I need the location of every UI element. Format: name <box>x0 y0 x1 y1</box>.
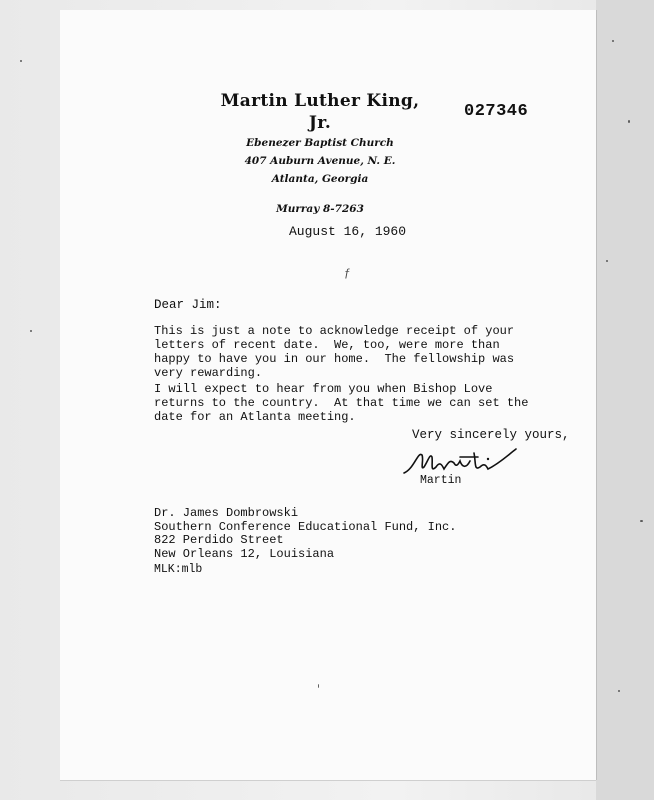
scan-speck <box>20 60 22 62</box>
typist-initials: MLK:mlb <box>154 563 203 576</box>
scan-speck <box>628 120 630 123</box>
scan-speck <box>612 40 614 42</box>
letterhead <box>210 90 430 218</box>
scan-speck <box>606 260 608 262</box>
recipient-street: 822 Perdido Street <box>154 533 284 547</box>
recipient-city: New Orleans 12, Louisiana <box>154 546 335 561</box>
signer-name: Martin <box>420 474 462 487</box>
letterhead-city: Atlanta, Georgia <box>271 173 369 185</box>
stray-mark: ƒ <box>344 268 351 280</box>
letter-page <box>60 10 596 780</box>
recipient-address <box>154 507 456 561</box>
letter-date: August 16, 1960 <box>289 224 407 239</box>
scan-speck <box>618 690 620 692</box>
scan-speck <box>30 330 32 332</box>
scan-edge-strip <box>596 0 654 800</box>
scan-speck <box>640 520 643 522</box>
scan-speck <box>318 684 319 688</box>
closing: Very sincerely yours, <box>412 428 570 442</box>
document-number: 027346 <box>464 102 529 121</box>
letterhead-name: Martin Luther King, Jr. <box>220 91 420 133</box>
body-paragraph-2: I will expect to hear from you when Bishop Love returns to the country. At that time we can set the date for an Atlanta meeting. <box>154 382 529 424</box>
salutation: Dear Jim: <box>154 298 222 312</box>
recipient-organization: Southern Conference Educational Fund, Inc. <box>154 519 457 534</box>
recipient-name: Dr. James Dombrowski <box>154 506 299 520</box>
letterhead-street: 407 Auburn Avenue, N. E. <box>244 155 396 167</box>
letterhead-church: Ebenezer Baptist Church <box>246 137 394 149</box>
body-paragraph-1: This is just a note to acknowledge receipt of your letters of recent date. We, too, were more than happy to have you in our home. The fellowship was very rewarding. <box>154 324 515 380</box>
letterhead-phone: Murray 8-7263 <box>276 203 364 215</box>
